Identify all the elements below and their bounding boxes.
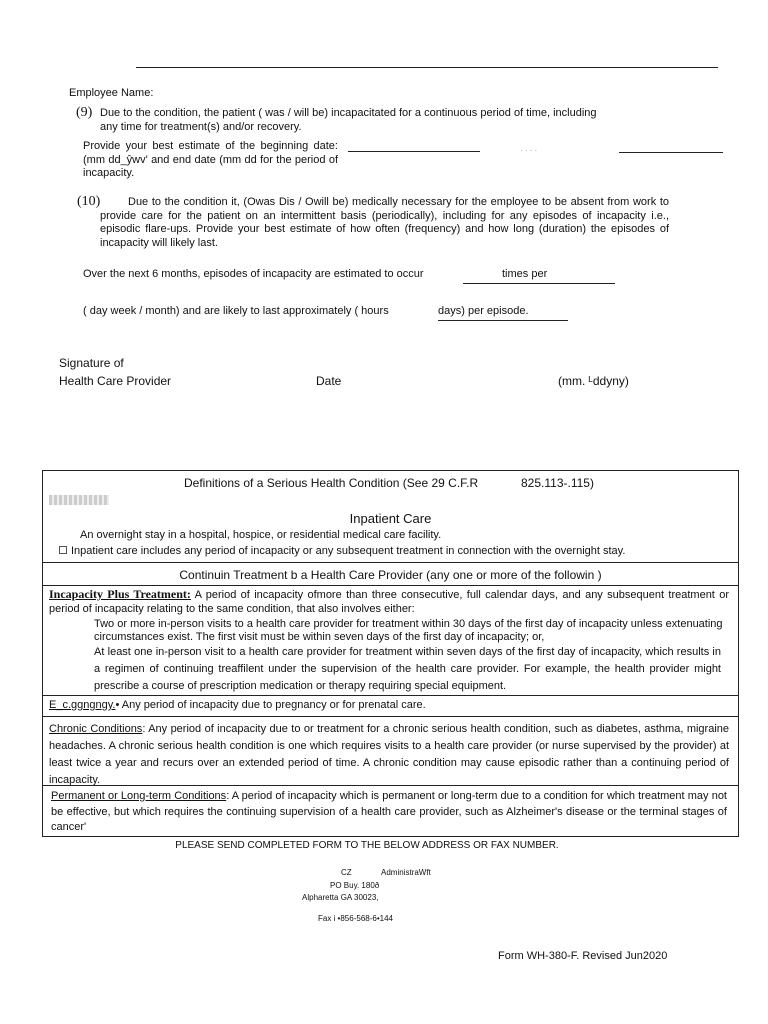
- stamp-blur: [49, 492, 109, 510]
- divider: [43, 695, 738, 696]
- send-instruction: PLEASE SEND COMPLETED FORM TO THE BELOW ADDRESS OR FAX NUMBER.: [175, 840, 559, 851]
- checkbox-icon: [59, 546, 67, 554]
- q9-text-2: any time for treatment(s) and/or recovery.: [100, 121, 302, 133]
- q9-estimate-text: Provide your best estimate of the beginning date: (mm dd_ŷwv' and end date (mm dd for the period of incapacity.: [83, 140, 338, 179]
- end-date-field[interactable]: [619, 152, 723, 153]
- pregnancy-text: E_c.ggngngy.• Any period of incapacity due to pregnancy or for prenatal care.: [49, 699, 426, 711]
- po-box: PO Buy. 180ð: [330, 881, 380, 890]
- divider: [43, 716, 738, 717]
- incapacity-plus-text: Incapacity Plus Treatment: A period of incapacity ofmore than three consecutive, full calendar days, and any subsequent treatment or period of incapacity relating to the same condition, that also involves either:: [49, 587, 729, 615]
- inpatient-heading: Inpatient Care: [349, 511, 432, 526]
- date-label: Date: [316, 374, 342, 388]
- date-format: (mm. ᴸddyny): [558, 374, 629, 388]
- top-rule: [136, 67, 718, 68]
- signature-label-2: Health Care Provider: [59, 374, 172, 388]
- divider: [43, 562, 738, 563]
- definitions-box: Definitions of a Serious Health Condition (See 29 C.F.R 825.113-.115) Inpatient Care An overnight stay in a hospital, hospice, or residential medical care facility. Inpatient care includes any period of incapacity or any subsequent treatment in connection with the overnight stay. Continuin Treatment b a Health Care Provider (any one or more of the followin ) Incapacity Plus Treatment: A period of incapacity ofmore than three consecutive, full calendar days, and any subsequent treatment or period of incapacity relating to the same condition, that also involves either: Two or more in-person visits to a health care provider for treatment within 30 days of the first day of incapacity unless extenuating circumstances exist. The first visit must be within seven days of the first day of incapacity; or, At least one in-person visit to a health care provider for treatment within seven days of the first day of incapacity, which results in a regimen of continuing treaffilent under the supervision of the health care provider. For example, the health provider might prescribe a course of prescription medication or therapy requiring special equipment. E_c.ggngngy.• Any period of incapacity due to pregnancy or for prenatal care. Chronic Conditions: Any period of incapacity due to or treatment for a chronic serious health condition, such as diabetes, asthma, migraine headaches. A chronic serious health condition is one which requires visits to a health care provider (or nurse supervised by the provider) at least twice a year and recurs over an extended period of time. A chronic condition may cause episodic rather than a continuing period of incapacity. Permanent or Long-term Conditions: A period of incapacity which is permanent or long-term due to a condition for which treatment may not be effective, but which requires the continuing supervision of a health care provider, such as Alzheimer's disease or the terminal stages of cancer': [42, 470, 739, 837]
- signature-label-1: Signature of: [59, 356, 124, 370]
- divider: [43, 785, 738, 786]
- dots: · · · ·: [520, 146, 538, 155]
- continuing-heading: Continuin Treatment b a Health Care Provider (any one or more of the followin ): [179, 568, 602, 582]
- q10-number: (10): [77, 194, 101, 209]
- episodes-line-1: Over the next 6 months, episodes of incapacity are estimated to occur: [83, 268, 424, 280]
- cz-label: CZ: [341, 868, 352, 877]
- inpatient-2: Inpatient care includes any period of incapacity or any subsequent treatment in connection with the overnight stay.: [59, 545, 625, 559]
- q10-text: Due to the condition it, (Owas Dis / Owill be) medically necessary for the employee to be absent from work to provide care for the patient on an intermittent basis (periodically), including for any episodes of incapacity i.e., episodic flare-ups. Provide your best estimate of how often (frequency) and how long (duration) the episodes of incapacity will likely last.: [100, 196, 669, 249]
- begin-date-field[interactable]: [348, 151, 480, 152]
- inpatient-1: An overnight stay in a hospital, hospice, or residential medical care facility.: [80, 529, 442, 541]
- incapacity-plus-b: At least one in-person visit to a health care provider for treatment within seven days of the first day of incapacity, which results in a regimen of continuing treaffilent under the supervision of the health care provider. For example, the health provider might prescribe a course of prescription medication or therapy requiring special equipment.: [94, 646, 721, 692]
- incapacity-plus-a: Two or more in-person visits to a health care provider for treatment within 30 days of the first day of incapacity unless extenuating circumstances exist. The first visit must be within seven days of the first day of incapacity; or,: [94, 618, 723, 643]
- episodes-line-2: ( day week / month) and are likely to last approximately ( hours: [83, 305, 389, 317]
- q9-number: (9): [76, 105, 93, 120]
- times-per-label: times per: [502, 268, 548, 280]
- q9-text: Due to the condition, the patient ( was / will be) incapacitated for a continuous period of time, including: [100, 107, 597, 119]
- frequency-field[interactable]: [463, 283, 615, 284]
- divider: [43, 585, 738, 586]
- fax: Fax i •856-568-6•144: [318, 914, 393, 923]
- employee-name-label: Employee Name:: [69, 87, 154, 99]
- chronic-text: Chronic Conditions: Any period of incapacity due to or treatment for a chronic serious health condition, such as diabetes, asthma, migraine headaches. A chronic serious health condition is one which requires visits to a health care provider (or nurse supervised by the provider) at least twice a year and recurs over an extended period of time. A chronic condition may cause episodic rather than a continuing period of incapacity.: [49, 723, 730, 786]
- days-per-episode-label: days) per episode.: [438, 305, 529, 317]
- duration-field[interactable]: [438, 320, 568, 321]
- admin-label: AdministraWft: [381, 868, 431, 877]
- permanent-text: Permanent or Long-term Conditions: A period of incapacity which is permanent or long-term due to a condition for which treatment may not be effective, but which requires the continuing supervision of a health care provider, such as Alzheimer's disease or the terminal stages of cancer': [51, 790, 727, 833]
- city: Alpharetta GA 30023,: [302, 893, 379, 902]
- form-id: Form WH-380-F. Revised Jun2020: [498, 950, 668, 962]
